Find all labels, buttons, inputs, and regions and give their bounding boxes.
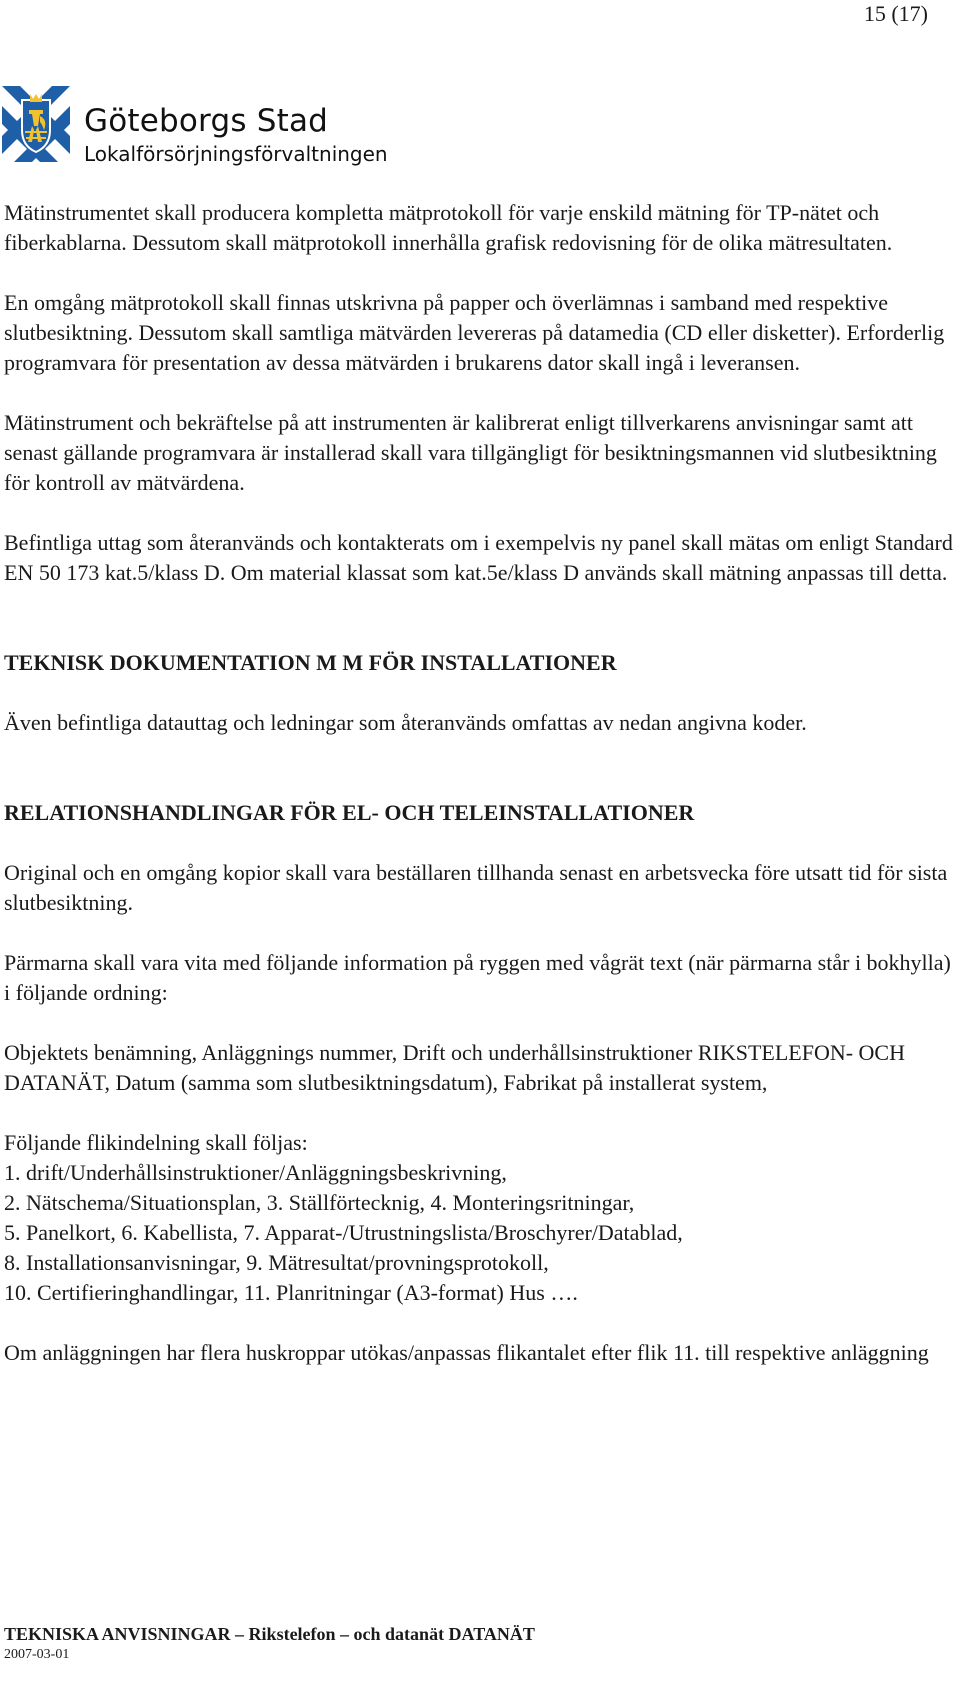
paragraph-protocol-delivery: En omgång mätprotokoll skall finnas utskrivna på papper och överlämnas i samband med respektive slutbesiktning. Dessutom skall samtliga mätvärden levereras på datamedia (CD eller disketter). Erforderlig programvara för presentation av dessa mätvärden i brukarens dator skall ingå i leveransen.: [4, 290, 945, 375]
paragraph-multiple-buildings: Om anläggningen har flera huskroppar utökas/anpassas flikantalet efter flik 11. till respektive anläggning: [4, 1340, 929, 1365]
tab-list-line: 8. Installationsanvisningar, 9. Mätresultat/provningsprotokoll,: [4, 1250, 549, 1275]
section-heading-relation-documents: RELATIONSHANDLINGAR FÖR EL- OCH TELEINSTALLATIONER: [4, 800, 695, 825]
tab-list-line: 2. Nätschema/Situationsplan, 3. Ställförtecknig, 4. Monteringsritningar,: [4, 1190, 635, 1215]
paragraph-existing-data-outlets: Även befintliga datauttag och ledningar som återanvänds omfattas av nedan angivna koder.: [4, 710, 807, 735]
organization-name: Göteborgs Stad: [84, 103, 329, 139]
page-number: 15 (17): [863, 1, 928, 26]
tab-list-line: 10. Certifieringhandlingar, 11. Planritningar (A3-format) Hus ….: [4, 1280, 578, 1305]
tab-list-line: 5. Panelkort, 6. Kabellista, 7. Apparat-/Utrustningslista/Broschyrer/Datablad,: [4, 1220, 683, 1245]
document-body: [4, 198, 954, 1368]
paragraph-original-copies: Original och en omgång kopior skall vara beställaren tillhanda senast en arbetsvecka före utsatt tid för sista slutbesiktning.: [4, 860, 948, 915]
tab-list-intro: Följande flikindelning skall följas:: [4, 1130, 308, 1155]
paragraph-instrument-calibration: Mätinstrument och bekräftelse på att instrumenten är kalibrerat enligt tillverkarens anvisningar samt att senast gällande programvara är installerad skall vara tillgängligt för besiktningsmannen vid slutbesiktning för kontroll av mätvärdena.: [4, 410, 937, 495]
section-heading-technical-documentation: TEKNISK DOKUMENTATION M M FÖR INSTALLATIONER: [4, 650, 617, 675]
department-name: Lokalförsörjningsförvaltningen: [84, 142, 388, 166]
paragraph-measurement-protocol: Mätinstrumentet skall producera kompletta mätprotokoll för varje enskild mätning för TP-nätet och fiberkablarna. Dessutom skall mätprotokoll innerhålla grafisk redovisning för de olika mätresultaten.: [4, 200, 893, 255]
paragraph-binder-spine: Pärmarna skall vara vita med följande information på ryggen med vågrät text (när pärmarna står i bokhylla) i följande ordning:: [4, 950, 951, 1005]
tab-list-line: 1. drift/Underhållsinstruktioner/Anläggningsbeskrivning,: [4, 1160, 507, 1185]
coat-of-arms-icon: [2, 86, 70, 162]
page-footer: [4, 1622, 604, 1664]
footer-title: TEKNISKA ANVISNINGAR – Rikstelefon – och datanät DATANÄT: [4, 1624, 535, 1644]
footer-date: 2007-03-01: [4, 1647, 70, 1662]
paragraph-existing-outlets: Befintliga uttag som återanvänds och kontakterats om i exempelvis ny panel skall mätas om enligt Standard EN 50 173 kat.5/klass D. Om material klassat som kat.5e/klass D används skall mätning anpassas till detta.: [4, 530, 953, 585]
goteborgs-stad-logo: [2, 86, 462, 166]
paragraph-object-naming: Objektets benämning, Anläggnings nummer, Drift och underhållsinstruktioner RIKSTELEFON- OCH DATANÄT, Datum (samma som slutbesiktningsdatum), Fabrikat på installerat system,: [4, 1040, 905, 1095]
